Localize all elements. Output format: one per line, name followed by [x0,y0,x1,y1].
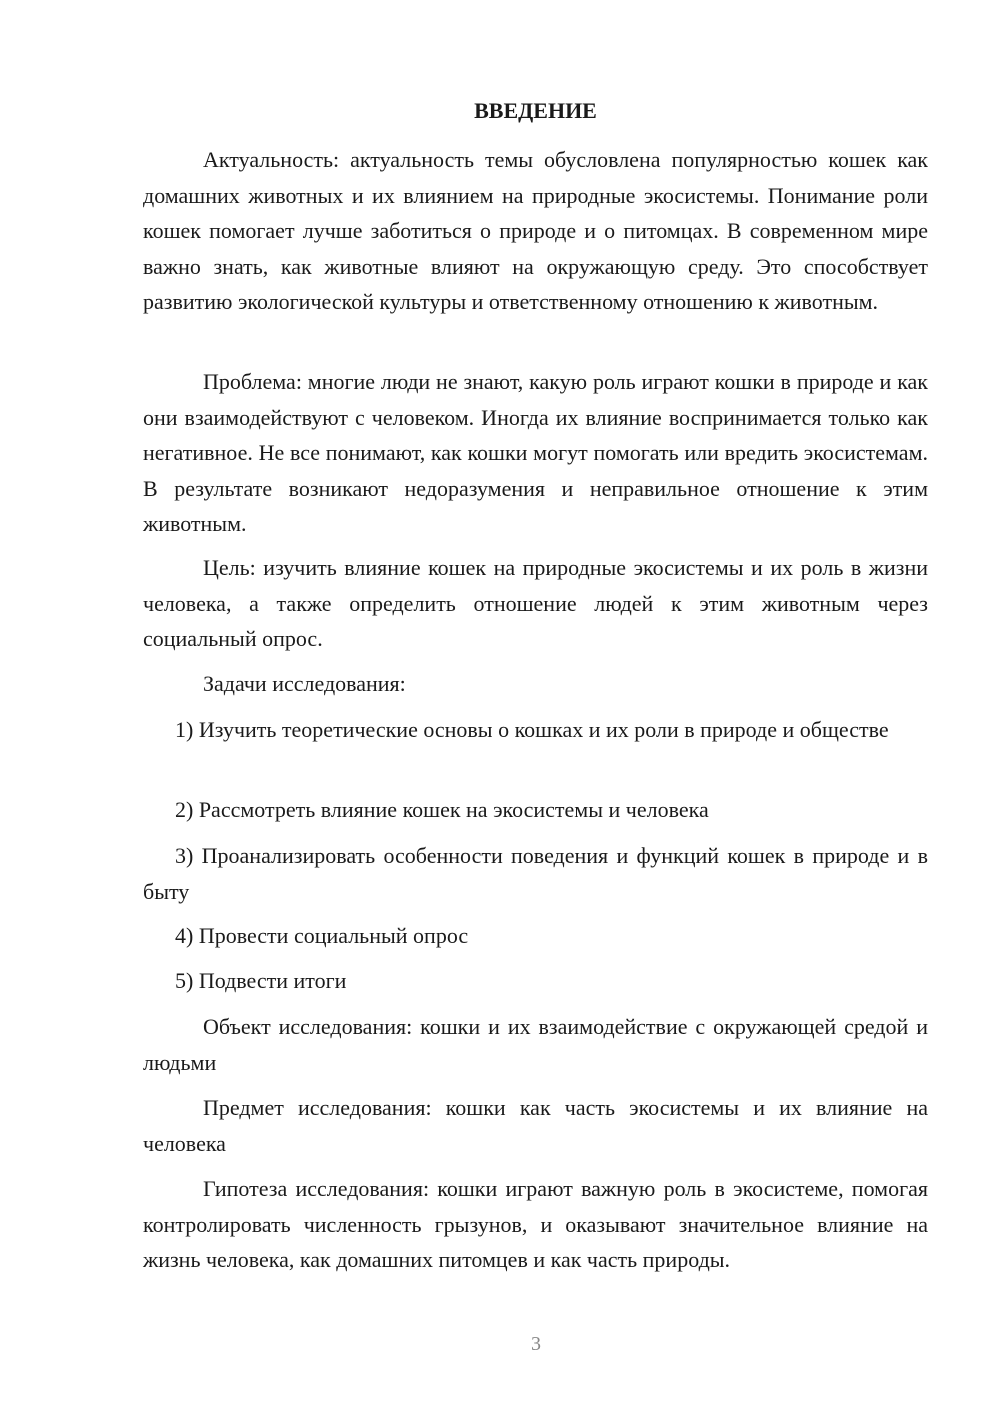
paragraph-problem: Проблема: многие люди не знают, какую роль играют кошки в природе и как они взаимодействуют с человеком. Иногда их влияние воспринимается только как негативное. Не все понимают, как кошки могут помогать или вредить экосистемам. В результате возникают недоразумения и неправильное отношение к этим животным. [143,369,928,536]
paragraph-subject: Предмет исследования: кошки как часть экосистемы и их влияние на человека [143,1095,928,1156]
task-item-1: 1) Изучить теоретические основы о кошках и их роли в природе и обществе [175,717,889,742]
paragraph-tasks-heading: Задачи исследования: [203,671,406,696]
page-number: 3 [531,1333,541,1355]
task-item-3: 3) Проанализировать особенности поведения и функций кошек в природе и в быту [143,843,928,904]
task-item-5: 5) Подвести итоги [175,968,347,993]
paragraph-object: Объект исследования: кошки и их взаимодействие с окружающей средой и людьми [143,1014,928,1075]
task-item-2: 2) Рассмотреть влияние кошек на экосистемы и человека [175,797,709,822]
paragraph-relevance: Актуальность: актуальность темы обусловлена популярностью кошек как домашних животных и их влиянием на природные экосистемы. Понимание роли кошек помогает лучше заботиться о природе и о питомцах. В современном мире важно знать, как животные влияют на окружающую среду. Это способствует развитию экологической культуры и ответственному отношению к животным. [143,147,928,314]
paragraph-hypothesis: Гипотеза исследования: кошки играют важную роль в экосистеме, помогая контролировать численность грызунов, и оказывают значительное влияние на жизнь человека, как домашних питомцев и как часть природы. [143,1176,928,1272]
task-item-4: 4) Провести социальный опрос [175,923,469,948]
page-title: ВВЕДЕНИЕ [474,98,597,123]
paragraph-goal: Цель: изучить влияние кошек на природные экосистемы и их роль в жизни человека, а также определить отношение людей к этим животным через социальный опрос. [143,555,928,651]
